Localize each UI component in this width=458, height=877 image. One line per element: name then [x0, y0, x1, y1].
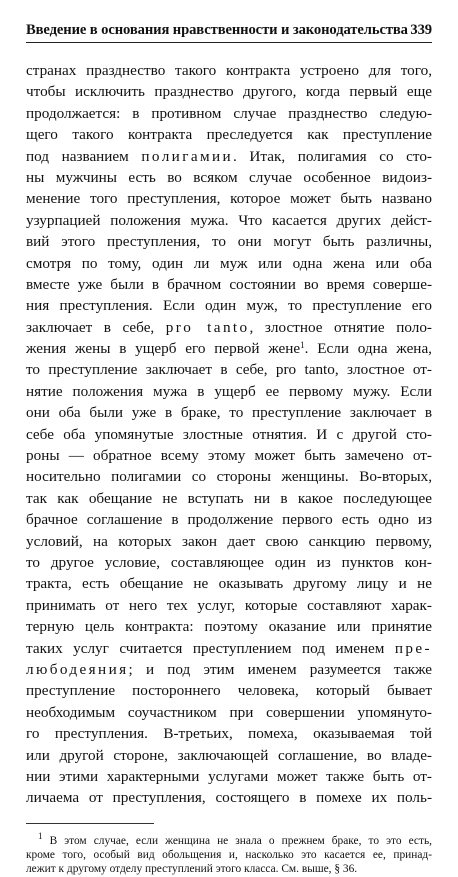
- text-line: продолжается: в противном случае празднество следую-: [26, 104, 432, 122]
- footnote-divider: [26, 823, 154, 824]
- text-line: щего такого контракта преследуется как преступление: [26, 126, 432, 144]
- text-line: [26, 638, 432, 659]
- text-line: [26, 146, 432, 167]
- text-line: тракта, есть обещание не оказывать другому лицу и не: [26, 575, 432, 593]
- page-number: 339: [410, 22, 432, 38]
- main-text: [26, 60, 432, 809]
- text-line: нятие положения мужа в ущерб ее первому мужу. Если: [26, 382, 432, 400]
- text-line: то другое условие, составляющее один из пунктов кон-: [26, 553, 432, 571]
- text-fragment: таких услуг считается преступлением под именем: [26, 639, 395, 657]
- text-line: роны — обратное всему этому может быть замечено от-: [26, 447, 432, 465]
- spaced-term-pro-tanto: pro tanto: [165, 318, 250, 336]
- text-line: чтобы исключить празднество другого, когда первый еще: [26, 83, 432, 101]
- spaced-term-polygamy: полигамии: [141, 147, 234, 165]
- text-line: [26, 317, 432, 338]
- text-line: странах празднество такого контракта устроено для того,: [26, 62, 432, 79]
- text-fragment: , злостное отнятие поло-: [249, 318, 432, 336]
- text-line: менение того преступления, которое может быть названо: [26, 190, 432, 208]
- spaced-term-adultery: любодеяния: [26, 660, 129, 678]
- footnote-marker: 1: [38, 830, 43, 841]
- text-line: нии этими характерными услугами может также быть от-: [26, 767, 432, 785]
- text-line: условий, на которых закон дает свою санкцию первому,: [26, 532, 432, 550]
- text-line: то преступление заключает в себе, pro tanto, злостное от-: [26, 361, 432, 379]
- text-fragment: жения жены в ущерб его первой жене: [26, 340, 301, 358]
- footnote-line: кроме того, особый вид обольщения и, насколько это касается ее, принад-: [26, 849, 432, 862]
- text-line: преступление постороннего человека, который бывает: [26, 682, 432, 700]
- footnote-text: В этом случае, если женщина не знала о прежнем браке, то это есть,: [49, 834, 432, 847]
- text-line: смотря по тому, один ли муж или одна жена или оба: [26, 254, 432, 272]
- text-fragment: под названием: [26, 147, 142, 165]
- text-line: носительно полигамии со стороны женщины. Во-вторых,: [26, 468, 432, 486]
- text-line: ны мужчины есть во всяком случае особенное видоиз-: [26, 168, 432, 186]
- text-line: вий этого преступления, то они могут быть различны,: [26, 233, 432, 251]
- text-line: [26, 338, 432, 359]
- text-line: личаема от преступления, состоящего в помехе их поль-: [26, 789, 432, 807]
- text-line: терную цель контракта: поэтому оказание или принятие: [26, 618, 432, 636]
- text-line: себе оба упомянутые злостные отнятия. И с другой сто-: [26, 425, 432, 443]
- text-fragment: . Итак, полигамия со сто-: [233, 147, 432, 165]
- text-line: ния преступления. Если один муж, то преступление его: [26, 297, 432, 315]
- spaced-term-adultery: пре-: [394, 639, 432, 657]
- footnote: [26, 830, 432, 877]
- footnote-reference: 1: [300, 340, 305, 351]
- text-line: го преступления. В-третьих, помеха, оказываемая той: [26, 725, 432, 743]
- text-line: [26, 659, 432, 680]
- text-line: или другой стороне, заключающей соглашение, во владе-: [26, 746, 432, 764]
- text-fragment: . Если одна жена,: [304, 340, 432, 358]
- text-fragment: заключает в себе,: [26, 318, 166, 336]
- text-line: они оба были уже в браке, то преступление заключает в: [26, 404, 432, 422]
- text-line: необходимым соучастником при совершении упомянуто-: [26, 703, 432, 721]
- footnote-line: [26, 830, 432, 848]
- text-line: так как обещание не вступать ни в какое последующее: [26, 489, 432, 507]
- footnote-line: лежит к другому отделу преступлений этого класса. См. выше, § 36.: [26, 863, 358, 876]
- text-line: брачное соглашение в продолжение первого есть одно из: [26, 511, 432, 529]
- running-header: [26, 22, 432, 43]
- text-line: узурпацией положения мужа. Что касается других дейст-: [26, 211, 432, 229]
- text-fragment: ; и под этим именем разумеется также: [128, 660, 432, 678]
- book-page: [26, 22, 432, 877]
- running-title: Введение в основания нравственности и законодательства: [26, 22, 408, 38]
- text-line: вместе уже были в брачном состоянии во время соверше-: [26, 275, 432, 293]
- text-line: принимать от него тех услуг, которые составляют харак-: [26, 596, 432, 614]
